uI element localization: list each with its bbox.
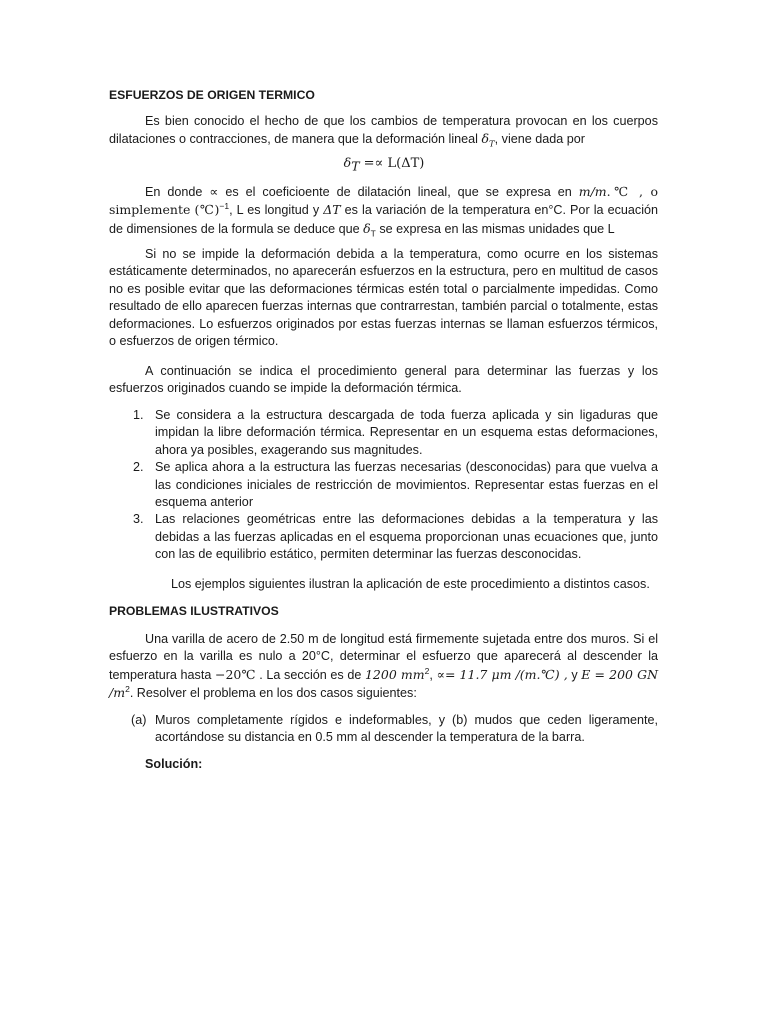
thermal-deformation-formula: $\delta_T =\propto L(\Delta T)$ — [343, 155, 425, 174]
thermal-stress-paragraph: Si no se impide la deformación debida a la temperatura, como ocurre en los sistemas estáticamente determinados, no aparecerán esfuerzos en la estructura, pero en multitud de casos no es posible evitar que las deformaciones térmicas estén total o parcialmente impedidas. Como resultado de ello aparecen fuerzas internas que contrarrestan, también parcial o totalmente, estas deformaciones. Lo esfuerzos originados por estas fuerzas internas se llaman esfuerzos térmicos, o esfuerzos de origen térmico. — [109, 247, 658, 349]
solution-label: Solución: — [145, 757, 203, 771]
section-heading: ESFUERZOS DE ORIGEN TERMICO — [109, 88, 315, 102]
problem-cases — [109, 712, 658, 747]
procedure-intro-paragraph: A continuación se indica el procedimiento general para determinar las fuerzas y los esfuerzos originados cuando se impide la deformación térmica. — [109, 364, 658, 396]
intro-paragraph — [109, 113, 658, 149]
intro-text: Es bien conocido el hecho de que los cambios de temperatura provocan en los cuerpos dilataciones o contracciones, de manera que la deformación lineal — [109, 114, 658, 147]
case-label: (a) — [131, 713, 147, 727]
delta-symbol: $\delta_T$ — [481, 131, 495, 150]
list-item: 2. Se aplica ahora a la estructura las fuerzas necesarias (desconocidas) para que vuelva a las condiciones iniciales de restricción de movimientos. Representar estas fuerzas en el esquema anterior — [133, 460, 658, 510]
problem-statement: Una varilla de acero de 2.50 m de longitud está firmemente sujetada entre dos muros. Si el esfuerzo en la varilla es nulo a 20°C, determinar el esfuerzo que aparecerá al descender la temperatura hasta −20℃ . La sección es de 1200 $mm^2$, ∝= 11.7 μm /(m.℃) , y E = 200 GN $/m^2$. Resolver el problema en los dos casos siguientes: — [109, 632, 659, 701]
examples-paragraph: Los ejemplos siguientes ilustran la aplicación de este procedimiento a distintos casos. — [171, 577, 650, 591]
procedure-steps-list — [109, 407, 658, 564]
intro-text-end: , viene dada por — [494, 132, 585, 147]
list-item: 1. Se considera a la estructura descargada de toda fuerza aplicada y sin ligaduras que impidan la libre deformación térmica. Representar en un esquema estas deformaciones, ahora ya posibles, exagerando sus magnitudes. — [133, 408, 658, 457]
list-item: 3. Las relaciones geométricas entre las deformaciones debidas a la temperatura y las debidas a las fuerzas aplicadas en el esquema proporcionan unas ecuaciones que, junto con las de equilibrio estático, permiten determinar las fuerzas desconocidas. — [133, 512, 658, 562]
problems-heading: PROBLEMAS ILUSTRATIVOS — [109, 604, 279, 618]
definitions-paragraph: En donde ∝ es el coeficioente de dilatación lineal, que se expresa en m/m.℃ , o simplemente (℃)$^{-1}$, L es longitud y ΔT es la variación de la temperatura en°C. Por la ecuación de dimensiones de la formula se deduce que $\delta_T$ se expresa en las mismas unidades que L — [109, 184, 658, 239]
case-text: Muros completamente rígidos e indeformables, y (b) mudos que ceden ligeramente, acortándose su distancia en 0.5 mm al descender la temperatura de la barra. — [155, 713, 658, 745]
